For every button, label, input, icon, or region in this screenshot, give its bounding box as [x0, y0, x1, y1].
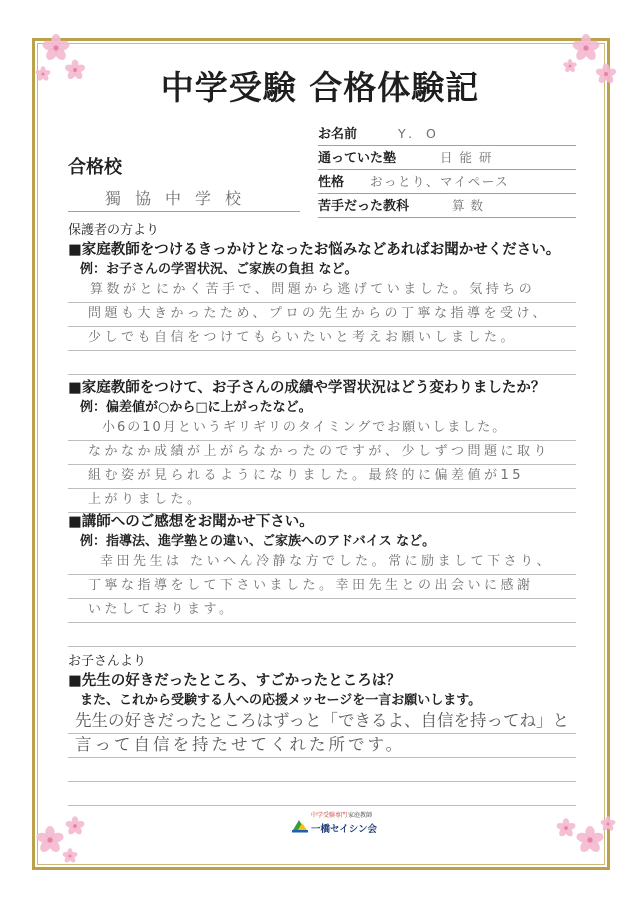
- ruled-line: [68, 599, 576, 623]
- profile-row-personality: [318, 170, 576, 194]
- handwritten-answer: 小6の10月というギリギリのタイミングでお願いしました。: [102, 420, 508, 435]
- handwritten-answer: 幸田先生は たいへん冷静な方でした。常に励まして下さり、: [100, 554, 554, 569]
- handwritten-answer: 丁寧な指導をして下さいました。幸田先生との出会いに感謝: [88, 578, 534, 593]
- answer-area: [68, 710, 576, 806]
- ruled-line: [68, 623, 576, 647]
- ruled-line: [68, 327, 576, 351]
- question-heading: ■家庭教師をつけて、お子さんの成績や学習状況はどう変わりましたか？: [68, 379, 546, 396]
- company-logo: [292, 811, 378, 841]
- question-heading: ■家庭教師をつけるきっかけとなったお悩みなどあればお聞かせください。: [68, 241, 561, 258]
- answer-area: [68, 551, 576, 647]
- cram-school-value: 日能研: [440, 150, 499, 165]
- personality-value: おっとり、マイペース: [370, 174, 510, 189]
- question-example: 例：お子さんの学習状況、ご家族の負担 など。: [80, 262, 358, 277]
- question-subtext: また、これから受験する人への応援メッセージを一言お願いします。: [80, 693, 482, 708]
- logo-name: 一橋セイシン会: [311, 824, 377, 835]
- ruled-line: [68, 575, 576, 599]
- passed-school-label: 合格校: [68, 157, 122, 178]
- logo-category: 家庭教師: [348, 812, 373, 819]
- handwritten-answer: なかなか成績が上がらなかったのですが、少しずつ問題に取り: [88, 444, 551, 459]
- question-example: 例：指導法、進学塾との違い、ご家族へのアドバイス など。: [80, 534, 436, 549]
- ruled-line: [68, 279, 576, 303]
- ruled-line: [68, 417, 576, 441]
- answer-area: [68, 417, 576, 513]
- ruled-line: [68, 782, 576, 806]
- question-block-child-message: [68, 671, 576, 806]
- handwritten-answer: 問題も大きかったため、プロの先生からの丁寧な指導を受け、: [88, 306, 549, 321]
- personality-label: 性格: [318, 175, 345, 190]
- question-heading: ■講師へのご感想をお聞かせ下さい。: [68, 513, 314, 530]
- logo-mark-icon: [292, 817, 308, 833]
- ruled-line: [68, 710, 576, 734]
- profile-table: [318, 122, 576, 218]
- parent-section-heading: 保護者の方より: [68, 223, 160, 238]
- weak-subject-label: 苦手だった教科: [318, 199, 410, 214]
- ruled-line: [68, 734, 576, 758]
- handwritten-answer: 組む姿が見られるようになりました。最終的に偏差値が15: [88, 468, 525, 483]
- ruled-line: [68, 489, 576, 513]
- profile-row-weak-subject: [318, 194, 576, 218]
- question-heading: ■先生の好きだったところ、すごかったところは？: [68, 672, 401, 689]
- profile-row-cram-school: [318, 146, 576, 170]
- ruled-line: [68, 551, 576, 575]
- question-block-tutor-impression: [68, 512, 576, 647]
- passed-school-field: [68, 184, 300, 212]
- handwritten-answer: 算数がとにかく苦手で、問題から逃げていました。気持ちの: [90, 282, 536, 297]
- handwritten-answer: 言って自信を持たせてくれた所です。: [75, 735, 406, 754]
- question-block-progress: [68, 378, 576, 513]
- handwritten-answer: いたしております。: [88, 602, 236, 617]
- ruled-line: [68, 441, 576, 465]
- logo-tagline: 中学受験専門: [311, 812, 348, 819]
- handwritten-answer: 上がりました。: [88, 492, 204, 507]
- name-value: Y. O: [398, 126, 441, 141]
- ruled-line: [68, 465, 576, 489]
- handwritten-answer: 少しでも自信をつけてもらいたいと考えお願いしました。: [88, 330, 518, 345]
- answer-area: [68, 279, 576, 375]
- child-section-heading: お子さんより: [68, 654, 147, 669]
- name-label: お名前: [318, 127, 358, 142]
- weak-subject-value: 算数: [452, 198, 490, 213]
- passed-school-value: 獨協中学校: [105, 189, 256, 208]
- ruled-line: [68, 758, 576, 782]
- ruled-line: [68, 351, 576, 375]
- profile-row-name: [318, 122, 576, 146]
- cram-school-label: 通っていた塾: [318, 151, 397, 166]
- question-block-motivation: [68, 240, 576, 375]
- handwritten-answer: 先生の好きだったところはずっと「できるよ、自信を持ってね」と: [75, 711, 570, 730]
- page-title: 中学受験 合格体験記: [160, 68, 480, 107]
- question-example: 例：偏差値が○から□に上がったなど。: [80, 400, 312, 415]
- ruled-line: [68, 303, 576, 327]
